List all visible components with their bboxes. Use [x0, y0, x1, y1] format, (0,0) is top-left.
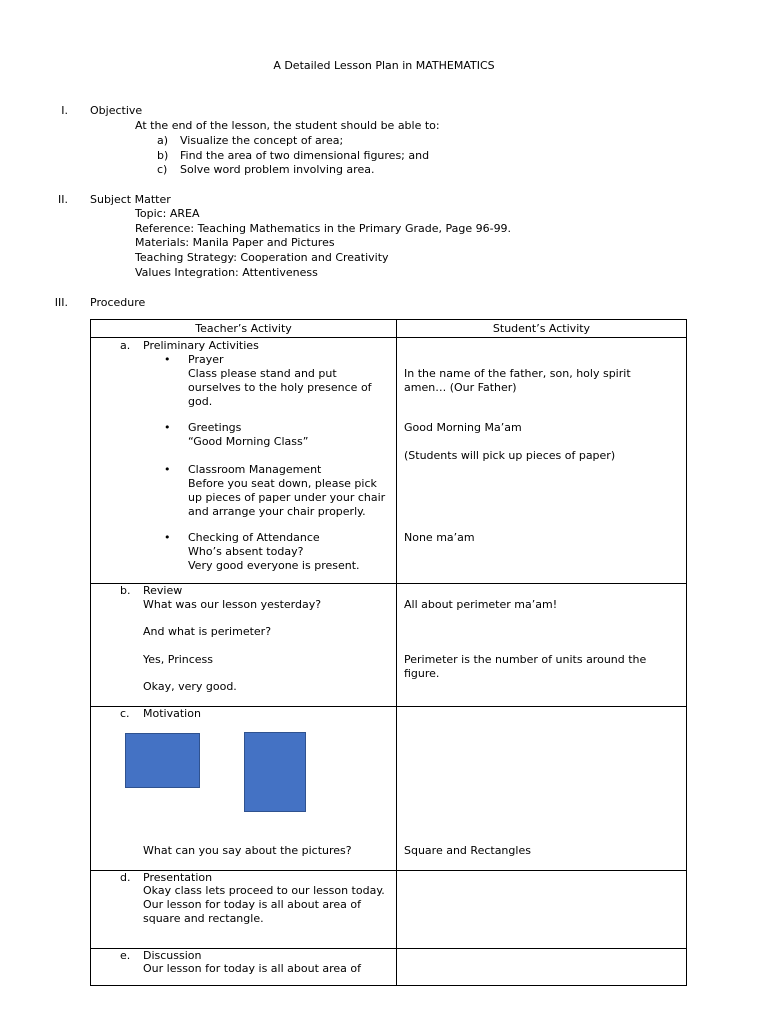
prayer-line: god.: [188, 395, 213, 408]
table-row-preliminary: [91, 338, 687, 584]
objective-heading: Objective: [90, 104, 143, 117]
attendance-title: Checking of Attendance: [188, 531, 320, 544]
review-teacher-cell: [91, 584, 397, 707]
motivation-student-cell: [397, 707, 687, 871]
subject-materials: Materials: Manila Paper and Pictures: [135, 236, 335, 249]
student-prayer-line: In the name of the father, son, holy spirit: [404, 367, 631, 380]
table-row-presentation: [91, 871, 687, 949]
square-picture: [125, 733, 200, 788]
motivation-answer: Square and Rectangles: [404, 844, 531, 857]
management-line: and arrange your chair properly.: [188, 505, 366, 518]
table-row-discussion: [91, 949, 687, 986]
bullet-management: •: [164, 463, 171, 476]
motivation-question: What can you say about the pictures?: [143, 844, 352, 857]
student-management: (Students will pick up pieces of paper): [404, 449, 616, 462]
document-title: A Detailed Lesson Plan in MATHEMATICS: [273, 59, 495, 72]
review-line: Yes, Princess: [143, 653, 214, 666]
motivation-marker: c.: [120, 707, 130, 720]
student-attendance: None ma’am: [404, 531, 475, 544]
subject-reference: Reference: Teaching Mathematics in the Primary Grade, Page 96-99.: [135, 222, 512, 235]
review-title: Review: [143, 584, 183, 597]
bullet-prayer: •: [164, 353, 171, 366]
objective-marker-a: a): [157, 134, 169, 147]
preliminary-teacher-cell: [91, 338, 397, 584]
greetings-title: Greetings: [188, 421, 242, 434]
teacher-activity-header: Teacher’s Activity: [91, 320, 397, 338]
management-line: up pieces of paper under your chair: [188, 491, 386, 504]
presentation-title: Presentation: [143, 871, 213, 884]
review-line: Okay, very good.: [143, 680, 237, 693]
presentation-teacher-cell: [91, 871, 397, 949]
prayer-line: ourselves to the holy presence of: [188, 381, 372, 394]
subject-topic: Topic: AREA: [135, 207, 200, 220]
subject-matter-heading: Subject Matter: [90, 193, 171, 206]
review-student-answer: Perimeter is the number of units around the: [404, 653, 647, 666]
management-line: Before you seat down, please pick: [188, 477, 377, 490]
discussion-line: Our lesson for today is all about area of: [143, 962, 362, 975]
preliminary-title: Preliminary Activities: [143, 339, 259, 352]
procedure-table: [90, 319, 687, 986]
greetings-line: “Good Morning Class”: [188, 435, 309, 448]
objective-intro: At the end of the lesson, the student should be able to:: [135, 119, 440, 132]
attendance-line: Very good everyone is present.: [188, 559, 360, 572]
student-greeting: Good Morning Ma’am: [404, 421, 522, 434]
motivation-teacher-cell: [91, 707, 397, 871]
subject-values: Values Integration: Attentiveness: [135, 266, 318, 279]
presentation-line: Okay class lets proceed to our lesson today.: [143, 884, 385, 897]
bullet-greetings: •: [164, 421, 171, 434]
section-numeral-objective: I.: [61, 104, 68, 117]
attendance-line: Who’s absent today?: [188, 545, 304, 558]
review-marker: b.: [120, 584, 131, 597]
section-numeral-procedure: III.: [54, 296, 68, 309]
review-line: And what is perimeter?: [143, 625, 272, 638]
prayer-title: Prayer: [188, 353, 224, 366]
review-student-answer: figure.: [404, 667, 440, 680]
objective-item-b: Find the area of two dimensional figures; and: [180, 149, 430, 162]
student-activity-header: Student’s Activity: [397, 320, 687, 338]
procedure-heading: Procedure: [90, 296, 146, 309]
rectangle-picture: [244, 732, 306, 812]
preliminary-student-cell: [397, 338, 687, 584]
preliminary-marker: a.: [120, 339, 131, 352]
presentation-student-cell: [397, 871, 687, 949]
section-numeral-subject: II.: [58, 193, 68, 206]
management-title: Classroom Management: [188, 463, 322, 476]
objective-item-a: Visualize the concept of area;: [180, 134, 344, 147]
objective-marker-c: c): [157, 163, 168, 176]
subject-strategy: Teaching Strategy: Cooperation and Creativity: [135, 251, 389, 264]
presentation-line: square and rectangle.: [143, 912, 264, 925]
table-header-row: [91, 320, 687, 338]
discussion-student-cell: [397, 949, 687, 986]
review-student-answer: All about perimeter ma’am!: [404, 598, 558, 611]
review-line: What was our lesson yesterday?: [143, 598, 322, 611]
prayer-line: Class please stand and put: [188, 367, 337, 380]
table-row-review: [91, 584, 687, 707]
discussion-teacher-cell: [91, 949, 397, 986]
motivation-title: Motivation: [143, 707, 201, 720]
table-row-motivation: [91, 707, 687, 871]
student-prayer-line: amen… (Our Father): [404, 381, 517, 394]
bullet-attendance: •: [164, 531, 171, 544]
presentation-marker: d.: [120, 871, 131, 884]
presentation-line: Our lesson for today is all about area of: [143, 898, 362, 911]
discussion-title: Discussion: [143, 949, 202, 962]
review-student-cell: [397, 584, 687, 707]
objective-marker-b: b): [157, 149, 169, 162]
discussion-marker: e.: [120, 949, 131, 962]
objective-item-c: Solve word problem involving area.: [180, 163, 375, 176]
